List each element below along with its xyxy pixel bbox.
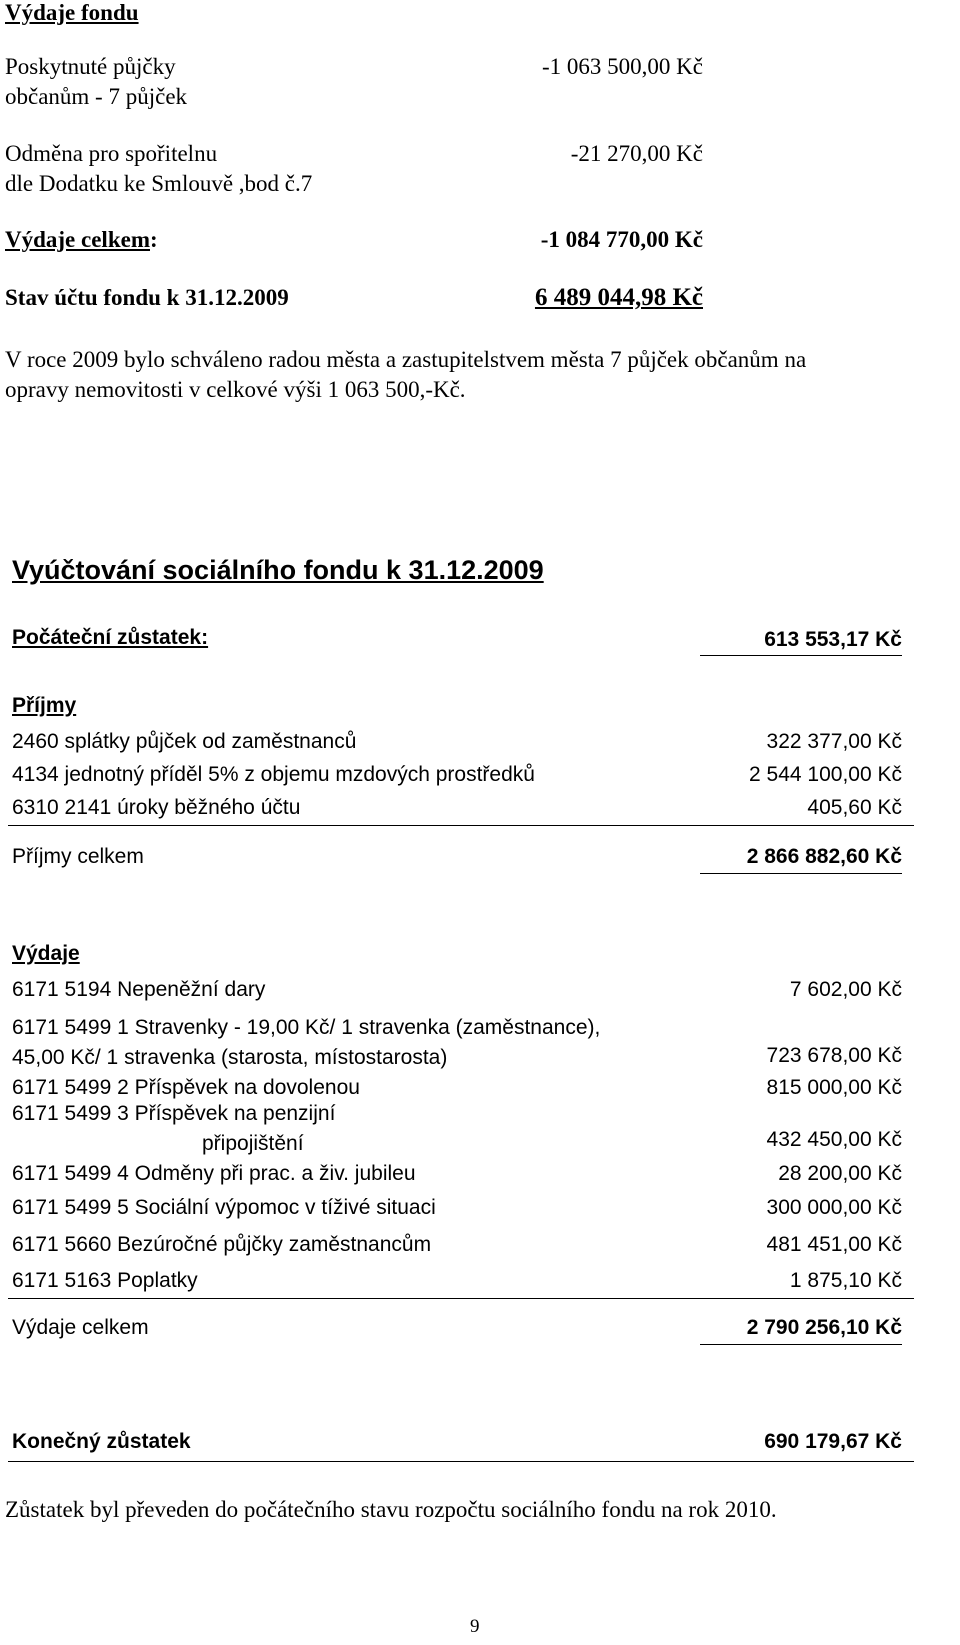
income-divider [8,825,914,826]
page-number: 9 [470,1616,480,1637]
expense-row-amount: 7 602,00 Kč [789,978,902,1001]
income-row-label: 6310 2141 úroky běžného účtu [12,796,301,819]
expense-row-label-line-1: 6171 5499 3 Příspěvek na penzijní [12,1102,336,1125]
expense-divider [8,1298,914,1299]
income-total-label: Příjmy celkem [12,845,144,868]
expense-row-label-line-2: připojištění [202,1132,304,1155]
bank-fee-label-line-2: dle Dodatku ke Smlouvě ,bod č.7 [5,171,313,196]
loans-label-line-2: občanům - 7 půjček [5,84,188,109]
expense-total-amount: 2 790 256,10 Kč [746,1316,902,1339]
fund-expenses-total-amount: -1 084 770,00 Kč [540,227,703,252]
expense-row-amount: 1 875,10 Kč [789,1269,902,1292]
expense-row-label: 6171 5194 Nepeněžní dary [12,978,266,1001]
income-row-label: 2460 splátky půjček od zaměstnanců [12,730,357,753]
fund-expenses-heading: Výdaje fondu [5,0,139,25]
expense-row-amount: 723 678,00 Kč [766,1044,902,1067]
fund-balance-label: Stav účtu fondu k 31.12.2009 [5,285,289,310]
income-row-label: 4134 jednotný příděl 5% z objemu mzdových prostředků [12,763,535,786]
approval-note-line-2: opravy nemovitosti v celkové výši 1 063 500,-Kč. [5,377,466,402]
opening-balance-label: Počáteční zůstatek: [12,626,209,649]
expense-row-amount: 815 000,00 Kč [766,1076,902,1099]
expense-row-amount: 432 450,00 Kč [766,1128,902,1151]
expense-row-amount: 300 000,00 Kč [766,1196,902,1219]
loans-amount: -1 063 500,00 Kč [542,54,703,79]
expense-row-label-line-2: 45,00 Kč/ 1 stravenka (starosta, místostarosta) [12,1046,448,1069]
income-total-underline [700,873,902,874]
social-fund-title: Vyúčtování sociálního fondu k 31.12.2009 [12,555,544,585]
expense-row-label: 6171 5499 4 Odměny při prac. a živ. jubileu [12,1162,416,1185]
income-total-amount: 2 866 882,60 Kč [746,845,902,868]
closing-balance-amount: 690 179,67 Kč [764,1430,902,1453]
approval-note [5,345,806,405]
opening-balance-underline [700,655,902,656]
transfer-note: Zůstatek byl převeden do počátečního stavu rozpočtu sociálního fondu na rok 2010. [5,1497,777,1522]
expense-row-label [12,1013,600,1073]
fund-expenses-total-text: Výdaje celkem [5,227,150,252]
expense-total-underline [700,1344,902,1345]
expense-row-label: 6171 5499 5 Sociální výpomoc v tíživé situaci [12,1196,436,1219]
fund-balance-amount: 6 489 044,98 Kč [534,284,703,311]
income-row-amount: 405,60 Kč [807,796,902,819]
fund-expenses-total-label [5,225,158,255]
income-row-amount: 322 377,00 Kč [766,730,902,753]
expense-row-amount: 28 200,00 Kč [778,1162,902,1185]
income-heading: Příjmy [12,694,77,717]
loans-label-line-1: Poskytnuté půjčky [5,54,176,79]
expense-row-amount: 481 451,00 Kč [766,1233,902,1256]
expense-row-label: 6171 5660 Bezúročné půjčky zaměstnancům [12,1233,432,1256]
bank-fee-label [5,139,312,199]
approval-note-line-1: V roce 2009 bylo schváleno radou města a zastupitelstvem města 7 půjček občanům na [5,347,807,372]
closing-divider [8,1461,914,1462]
opening-balance-amount: 613 553,17 Kč [764,628,902,651]
expense-total-label: Výdaje celkem [12,1316,149,1339]
closing-balance-label: Konečný zůstatek [12,1430,191,1453]
bank-fee-amount: -21 270,00 Kč [570,141,703,166]
loans-label [5,52,187,112]
bank-fee-label-line-1: Odměna pro spořitelnu [5,141,218,166]
expense-row-label [12,1099,335,1159]
expense-row-label-line-1: 6171 5499 1 Stravenky - 19,00 Kč/ 1 stravenka (zaměstnance), [12,1016,601,1039]
expense-row-label: 6171 5499 2 Příspěvek na dovolenou [12,1076,360,1099]
expense-row-label: 6171 5163 Poplatky [12,1269,198,1292]
fund-expenses-total-colon: : [150,227,158,252]
expense-heading: Výdaje [12,942,80,965]
income-row-amount: 2 544 100,00 Kč [749,763,902,786]
